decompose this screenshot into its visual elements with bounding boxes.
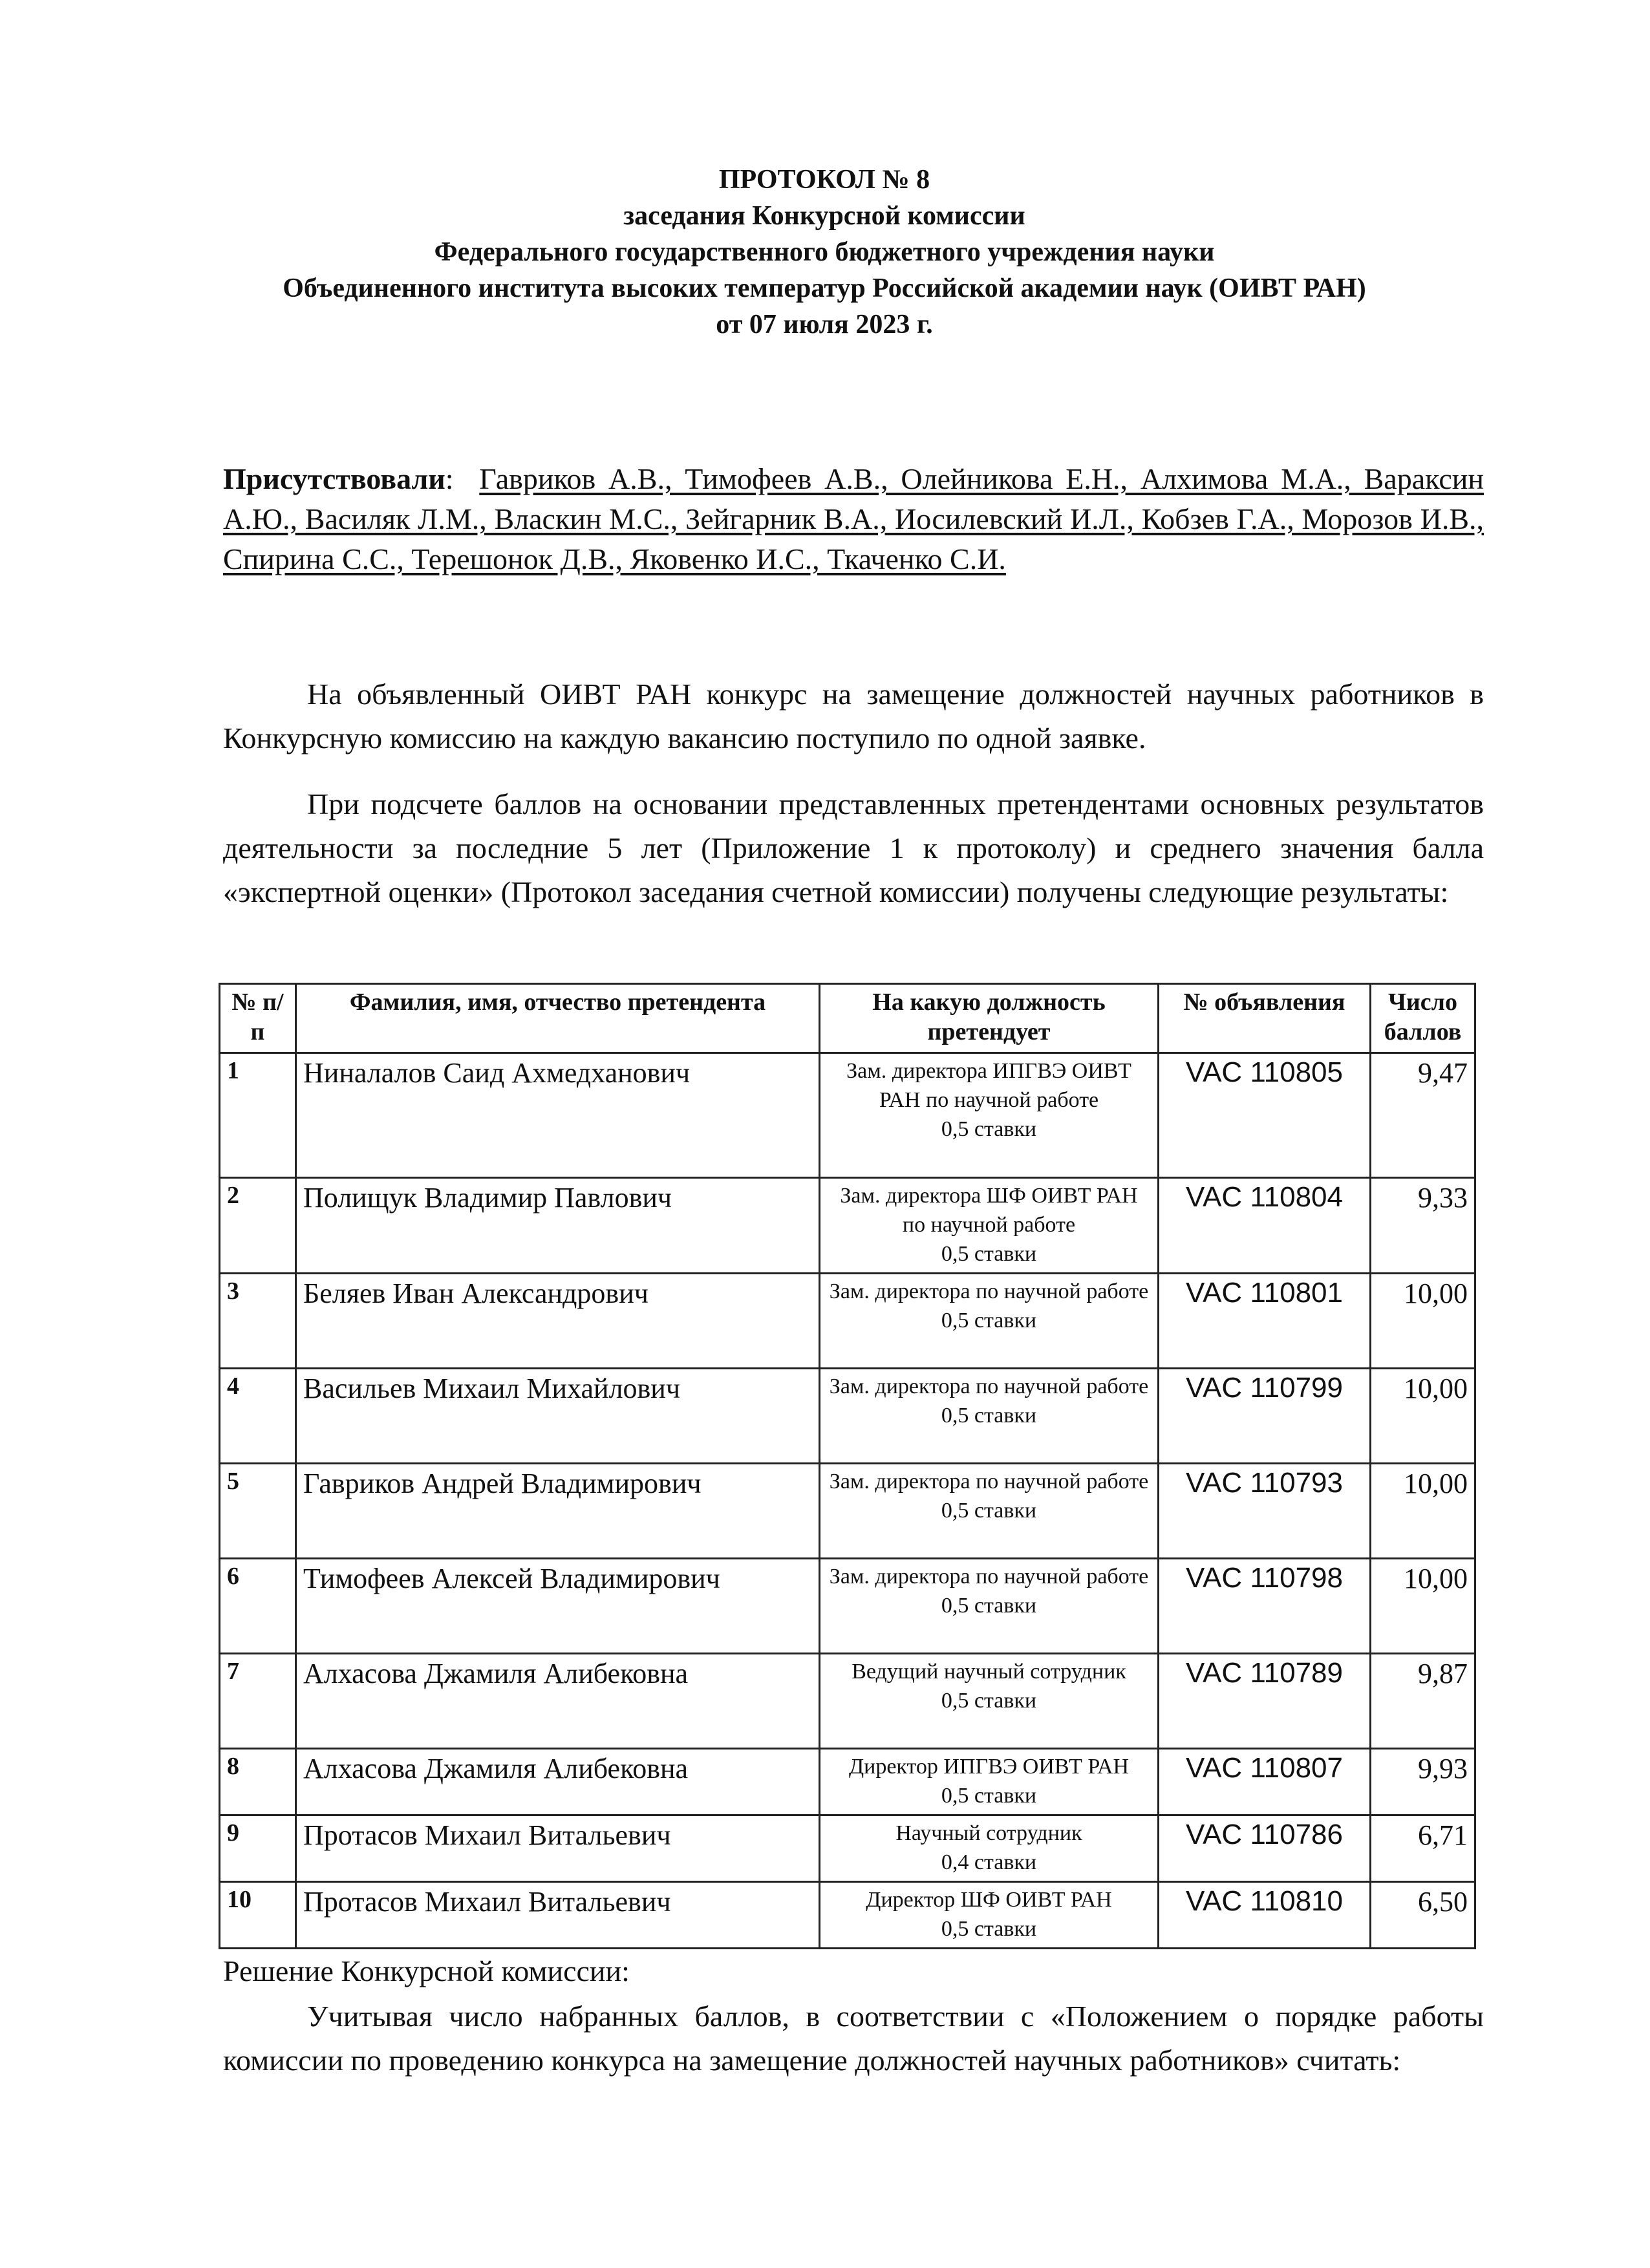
paragraph-scoring	[223, 782, 1484, 914]
position-rate: 0,4 ставки	[941, 1850, 1037, 1874]
table-row	[220, 1749, 1475, 1815]
position-cell	[820, 1053, 1159, 1178]
candidate-name: Тимофеев Алексей Владимирович	[296, 1559, 820, 1654]
paragraph-decision	[223, 1995, 1484, 2082]
position-cell	[820, 1369, 1159, 1464]
attendees-names: Гавриков А.В., Тимофеев А.В., Олейникова Е.Н., Алхимова М.А., Вараксин А.Ю., Василяк Л.М., Власкин М.С., Зейгарник В.А., Иосилевский И.Л., Кобзев Г.А., Морозов И.В., Спирина С.С., Терешонок Д.В., Яковенко И.С., Ткаченко С.И.	[223, 462, 1484, 575]
table-row	[220, 1178, 1475, 1274]
table-row	[220, 1053, 1475, 1178]
position-rate: 0,5 ставки	[941, 1117, 1037, 1141]
header-announcement: № объявления	[1159, 984, 1371, 1053]
row-number: 10	[220, 1882, 296, 1949]
position-rate: 0,5 ставки	[941, 1242, 1037, 1266]
announcement-number: VAC 110804	[1159, 1178, 1371, 1274]
position-cell	[820, 1749, 1159, 1815]
position-rate: 0,5 ставки	[941, 1917, 1037, 1941]
candidate-name: Васильев Михаил Михайлович	[296, 1369, 820, 1464]
position-cell	[820, 1178, 1159, 1274]
announcement-number: VAC 110810	[1159, 1882, 1371, 1949]
table-row	[220, 1464, 1475, 1559]
table-row	[220, 1369, 1475, 1464]
score-value: 10,00	[1371, 1559, 1475, 1654]
position-rate: 0,5 ставки	[941, 1784, 1037, 1808]
candidate-name: Гавриков Андрей Владимирович	[296, 1464, 820, 1559]
header-number: № п/п	[220, 984, 296, 1053]
position-title: Директор ШФ ОИВТ РАН	[866, 1888, 1112, 1912]
position-cell	[820, 1559, 1159, 1654]
announcement-number: VAC 110801	[1159, 1274, 1371, 1369]
table-row	[220, 1882, 1475, 1949]
score-value: 9,93	[1371, 1749, 1475, 1815]
position-cell	[820, 1654, 1159, 1749]
position-title: Зам. директора по научной работе	[829, 1375, 1149, 1398]
candidate-name: Протасов Михаил Витальевич	[296, 1815, 820, 1882]
position-title: Зам. директора по научной работе	[829, 1279, 1149, 1303]
position-cell	[820, 1464, 1159, 1559]
candidate-name: Алхасова Джамиля Алибековна	[296, 1749, 820, 1815]
score-value: 10,00	[1371, 1274, 1475, 1369]
row-number: 8	[220, 1749, 296, 1815]
position-title: Зам. директора по научной работе	[829, 1565, 1149, 1589]
row-number: 5	[220, 1464, 296, 1559]
announcement-number: VAC 110807	[1159, 1749, 1371, 1815]
row-number: 3	[220, 1274, 296, 1369]
candidate-name: Ниналалов Саид Ахмедханович	[296, 1053, 820, 1178]
table-header-row	[220, 984, 1475, 1053]
candidate-name: Протасов Михаил Витальевич	[296, 1882, 820, 1949]
paragraph-applications-text: На объявленный ОИВТ РАН конкурс на замещение должностей научных работников в Конкурсную комиссию на каждую вакансию поступило по одной заявке.	[223, 678, 1484, 754]
score-value: 9,87	[1371, 1654, 1475, 1749]
header-score: Число баллов	[1371, 984, 1475, 1053]
position-title: Ведущий научный сотрудник	[852, 1660, 1126, 1684]
position-cell	[820, 1815, 1159, 1882]
attendees-label: Присутствовали	[223, 462, 445, 495]
score-value: 9,47	[1371, 1053, 1475, 1178]
row-number: 7	[220, 1654, 296, 1749]
institution-line-2: Объединенного института высоких температур Российской академии наук (ОИВТ РАН)	[283, 273, 1366, 303]
row-number: 2	[220, 1178, 296, 1274]
institution-line-1: Федерального государственного бюджетного учреждения науки	[434, 237, 1215, 267]
candidate-name: Полищук Владимир Павлович	[296, 1178, 820, 1274]
paragraph-applications	[223, 672, 1484, 760]
announcement-number: VAC 110805	[1159, 1053, 1371, 1178]
position-title: Зам. директора ШФ ОИВТ РАН по научной работе	[840, 1184, 1138, 1237]
row-number: 4	[220, 1369, 296, 1464]
paragraph-scoring-text: При подсчете баллов на основании представленных претендентами основных результатов деятельности за последние 5 лет (Приложение 1 к протоколу) и среднего значения балла «экспертной оценки» (Протокол заседания счетной комиссии) получены следующие результаты:	[223, 787, 1484, 908]
score-value: 9,33	[1371, 1178, 1475, 1274]
protocol-subtitle: заседания Конкурсной комиссии	[623, 201, 1025, 231]
announcement-number: VAC 110798	[1159, 1559, 1371, 1654]
position-title: Директор ИПГВЭ ОИВТ РАН	[848, 1755, 1130, 1779]
header-name: Фамилия, имя, отчество претендента	[296, 984, 820, 1053]
announcement-number: VAC 110793	[1159, 1464, 1371, 1559]
position-rate: 0,5 ставки	[941, 1499, 1037, 1523]
row-number: 1	[220, 1053, 296, 1178]
candidate-name: Беляев Иван Александрович	[296, 1274, 820, 1369]
protocol-title: ПРОТОКОЛ № 8	[718, 165, 930, 195]
candidate-name: Алхасова Джамиля Алибековна	[296, 1654, 820, 1749]
protocol-date: от 07 июля 2023 г.	[716, 310, 933, 339]
score-value: 6,71	[1371, 1815, 1475, 1882]
position-rate: 0,5 ставки	[941, 1594, 1037, 1618]
position-cell	[820, 1274, 1159, 1369]
document-header	[194, 162, 1455, 343]
position-title: Научный сотрудник	[895, 1821, 1082, 1845]
announcement-number: VAC 110799	[1159, 1369, 1371, 1464]
decision-label: Решение Конкурсной комиссии:	[223, 1954, 630, 1987]
paragraph-decision-text: Учитывая число набранных баллов, в соответствии с «Положением о порядке работы комиссии по проведению конкурса на замещение должностей научных работников» считать:	[223, 2000, 1484, 2077]
announcement-number: VAC 110786	[1159, 1815, 1371, 1882]
header-position: На какую должность претендует	[820, 984, 1159, 1053]
table-row	[220, 1654, 1475, 1749]
table-row	[220, 1559, 1475, 1654]
score-value: 10,00	[1371, 1464, 1475, 1559]
position-rate: 0,5 ставки	[941, 1309, 1037, 1332]
score-value: 10,00	[1371, 1369, 1475, 1464]
table-row	[220, 1274, 1475, 1369]
position-cell	[820, 1882, 1159, 1949]
position-title: Зам. директора по научной работе	[829, 1470, 1149, 1493]
position-title: Зам. директора ИПГВЭ ОИВТ РАН по научной работе	[846, 1059, 1131, 1112]
position-rate: 0,5 ставки	[941, 1689, 1037, 1713]
results-table	[219, 983, 1476, 1949]
row-number: 6	[220, 1559, 296, 1654]
score-value: 6,50	[1371, 1882, 1475, 1949]
row-number: 9	[220, 1815, 296, 1882]
table-row	[220, 1815, 1475, 1882]
position-rate: 0,5 ставки	[941, 1404, 1037, 1428]
attendees-block: Присутствовали: Гавриков А.В., Тимофеев А.В., Олейникова Е.Н., Алхимова М.А., Вараксин А.Ю., Василяк Л.М., Власкин М.С., Зейгарник В.А., Иосилевский И.Л., Кобзев Г.А., Морозов И.В., Спирина С.С., Терешонок Д.В., Яковенко И.С., Ткаченко С.И.	[223, 462, 1484, 575]
announcement-number: VAC 110789	[1159, 1654, 1371, 1749]
